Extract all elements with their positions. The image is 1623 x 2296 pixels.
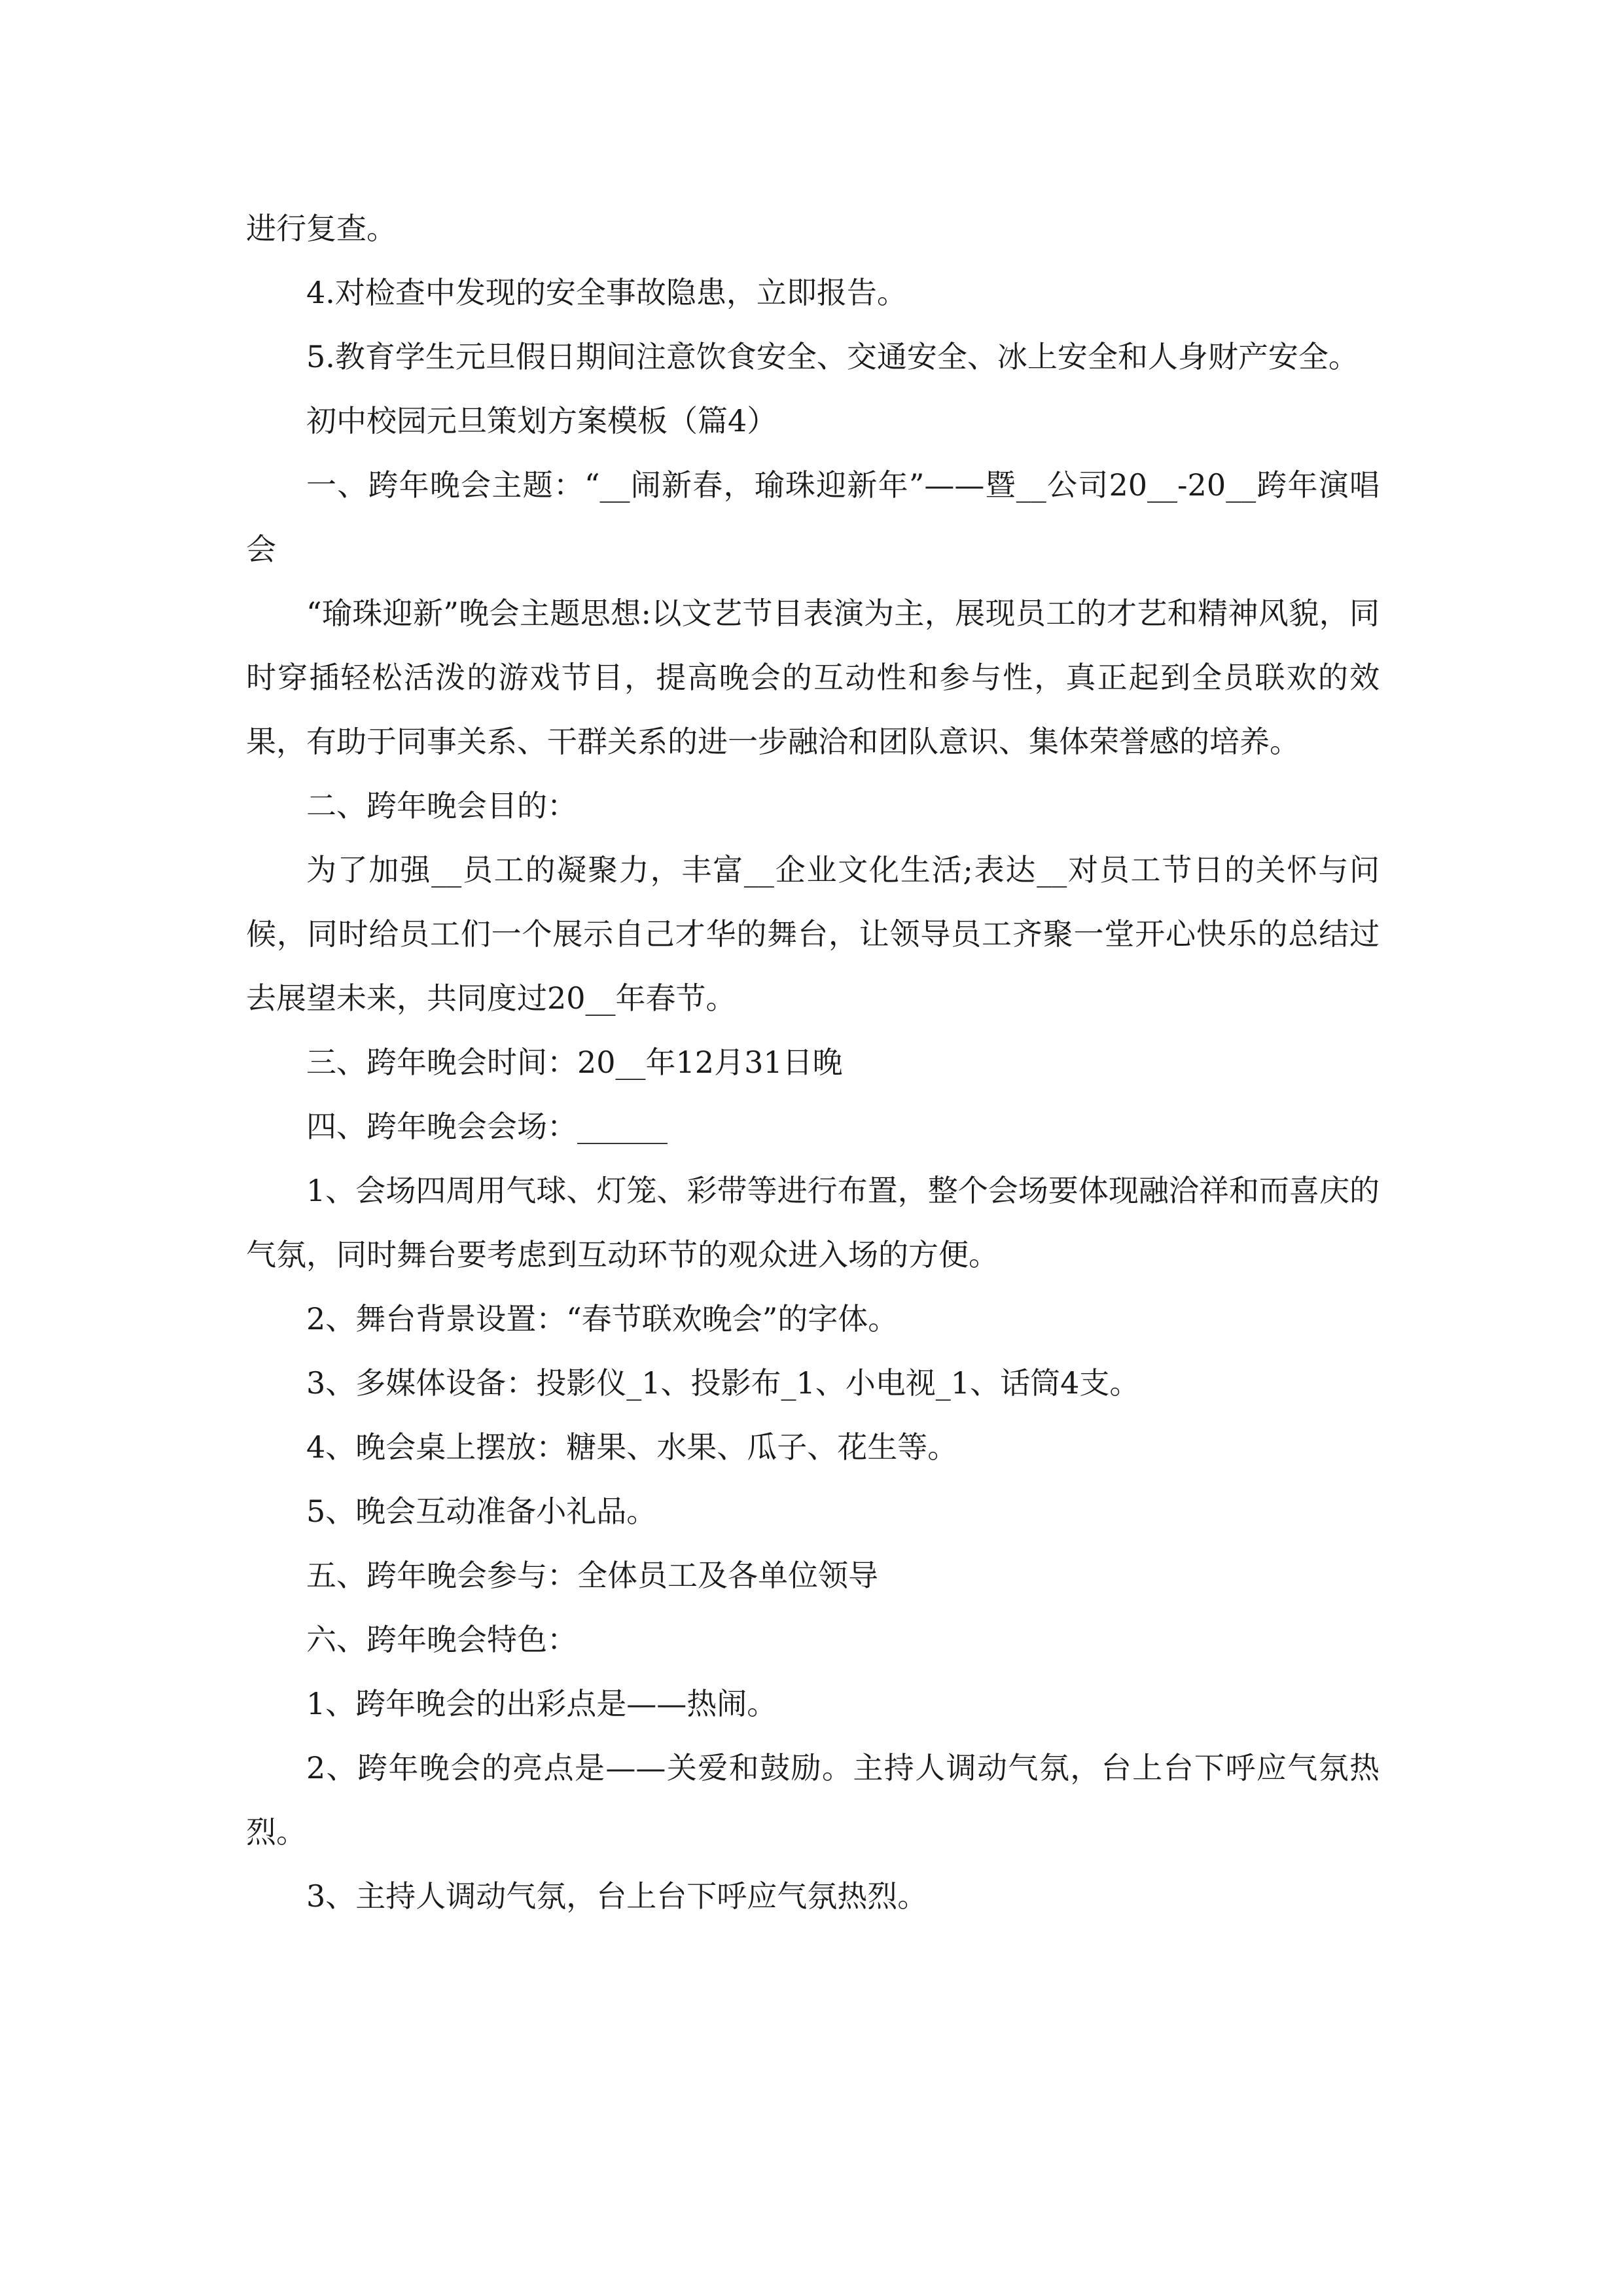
paragraph-item-5: 5.教育学生元旦假日期间注意饮食安全、交通安全、冰上安全和人身财产安全。	[306, 339, 1359, 374]
paragraph-purpose: 为了加强__员工的凝聚力，丰富__企业文化生活;表达__对员工节日的关怀与问候，同时给员工们一个展示自己才华的舞台，让领导员工齐聚一堂开心快乐的总结过去展望未来，共同度过20__年春节。	[246, 852, 1380, 1016]
paragraph-theme: 一、跨年晚会主题：“__闹新春，瑜珠迎新年”——暨__公司20__-20__跨年演唱会	[246, 467, 1380, 567]
feature-item-1: 1、跨年晚会的出彩点是——热闹。	[306, 1686, 777, 1721]
paragraph-venue: 四、跨年晚会会场：______	[306, 1109, 668, 1144]
paragraph-theme-idea: “瑜珠迎新”晚会主题思想:以文艺节目表演为主，展现员工的才艺和精神风貌，同时穿插轻松活泼的游戏节目，提高晚会的互动性和参与性，真正起到全员联欢的效果，有助于同事关系、干群关系的进一步融洽和团队意识、集体荣誉感的培养。	[246, 596, 1380, 759]
document-body	[246, 196, 1380, 1928]
heading-purpose: 二、跨年晚会目的：	[306, 788, 577, 823]
paragraph-continuation: 进行复查。	[246, 211, 397, 246]
heading-features: 六、跨年晚会特色：	[306, 1622, 577, 1657]
venue-item-5: 5、晚会互动准备小礼品。	[306, 1494, 657, 1529]
feature-item-3: 3、主持人调动气氛，台上台下呼应气氛热烈。	[306, 1878, 928, 1914]
paragraph-time: 三、跨年晚会时间：20__年12月31日晚	[306, 1045, 843, 1080]
venue-item-1: 1、会场四周用气球、灯笼、彩带等进行布置，整个会场要体现融洽祥和而喜庆的气氛，同时舞台要考虑到互动环节的观众进入场的方便。	[246, 1173, 1380, 1272]
paragraph-item-4: 4.对检查中发现的安全事故隐患，立即报告。	[306, 275, 907, 310]
venue-item-3: 3、多媒体设备：投影仪_1、投影布_1、小电视_1、话筒4支。	[306, 1365, 1140, 1401]
venue-item-4: 4、晚会桌上摆放：糖果、水果、瓜子、花生等。	[306, 1429, 958, 1465]
section-title: 初中校园元旦策划方案模板（篇4）	[306, 403, 777, 439]
feature-item-2: 2、跨年晚会的亮点是——关爱和鼓励。主持人调动气氛，台上台下呼应气氛热烈。	[246, 1750, 1380, 1850]
paragraph-participants: 五、跨年晚会参与：全体员工及各单位领导	[306, 1558, 878, 1593]
venue-item-2: 2、舞台背景设置：“春节联欢晚会”的字体。	[306, 1301, 899, 1336]
